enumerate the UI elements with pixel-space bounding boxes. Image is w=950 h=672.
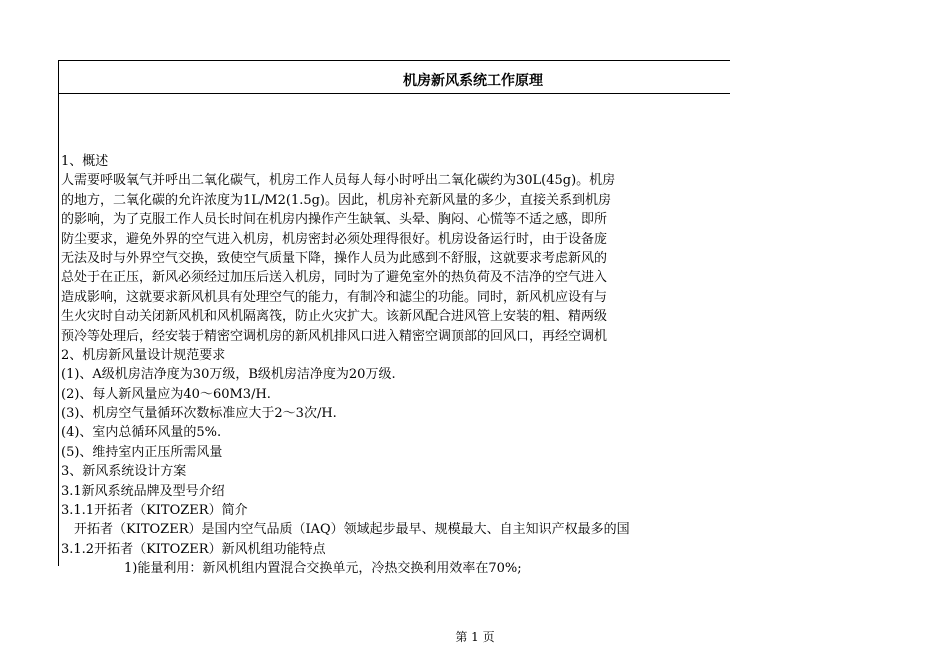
- page-footer: 第 1 页: [455, 630, 495, 644]
- title-row: [58, 61, 730, 94]
- spreadsheet-area: [58, 60, 730, 577]
- text-line: 的地方，二氧化碳的允许浓度为1L/M2(1.5g)。因此，机房补充新风量的多少，直接关系到机房: [61, 192, 612, 208]
- text-line: 无法及时与外界空气交换，致使空气质量下降，操作人员为此感到不舒服，这就要求考虑新风的: [61, 250, 608, 266]
- document-title: 机房新风系统工作原理: [403, 73, 543, 89]
- subsection-heading: 3.1.2开拓者（KITOZER）新风机组功能特点: [61, 541, 326, 557]
- text-line: (5)、维持室内正压所需风量: [61, 444, 223, 460]
- section-heading: 3、新风系统设计方案: [61, 464, 187, 480]
- text-line: 预冷等处理后，经安装于精密空调机房的新风机排风口进入精密空调顶部的回风口，再经空调机: [61, 328, 608, 344]
- subsection-heading: 3.1.1开拓者（KITOZER）简介: [61, 503, 248, 519]
- section-heading: 2、机房新风量设计规范要求: [61, 347, 226, 363]
- text-line: (1)、A级机房洁净度为30万级，B级机房洁净度为20万级.: [61, 367, 396, 383]
- text-line: 生火灾时自动关闭新风机和风机隔离筏，防止火灾扩大。该新风配合进风管上安装的粗、精两级: [61, 309, 608, 325]
- body-text: [61, 152, 630, 579]
- text-line: 开拓者（KITOZER）是国内空气品质（IAQ）领域起步最早、规模最大、自主知识产权最多的国: [74, 522, 630, 538]
- text-line: 的影响，为了克服工作人员长时间在机房内操作产生缺氧、头晕、胸闷、心慌等不适之感，即所: [61, 212, 608, 228]
- subsection-heading: 3.1新风系统品牌及型号介绍: [61, 483, 225, 499]
- text-line: 防尘要求，避免外界的空气进入机房，机房密封必须处理得很好。机房设备运行时，由于设备庞: [61, 231, 608, 247]
- text-line: 总处于在正压，新风必须经过加压后送入机房，同时为了避免室外的热负荷及不洁净的空气进入: [61, 270, 608, 286]
- text-line: 人需要呼吸氧气并呼出二氧化碳气，机房工作人员每人每小时呼出二氧化碳约为30L(45g)。机房: [61, 173, 616, 189]
- text-line: (4)、室内总循环风量的5%.: [61, 425, 222, 441]
- left-border: [58, 60, 59, 566]
- text-line: 造成影响，这就要求新风机具有处理空气的能力，有制冷和滤尘的功能。同时，新风机应设有与: [61, 289, 608, 305]
- text-line: (2)、每人新风量应为40～60M3/H.: [61, 386, 271, 402]
- text-line: 1、概述: [61, 154, 109, 169]
- text-line: (3)、机房空气量循环次数标准应大于2～3次/H.: [61, 406, 337, 422]
- text-line: 1)能量利用：新风机组内置混合交换单元，冷热交换利用效率在70%;: [124, 561, 522, 577]
